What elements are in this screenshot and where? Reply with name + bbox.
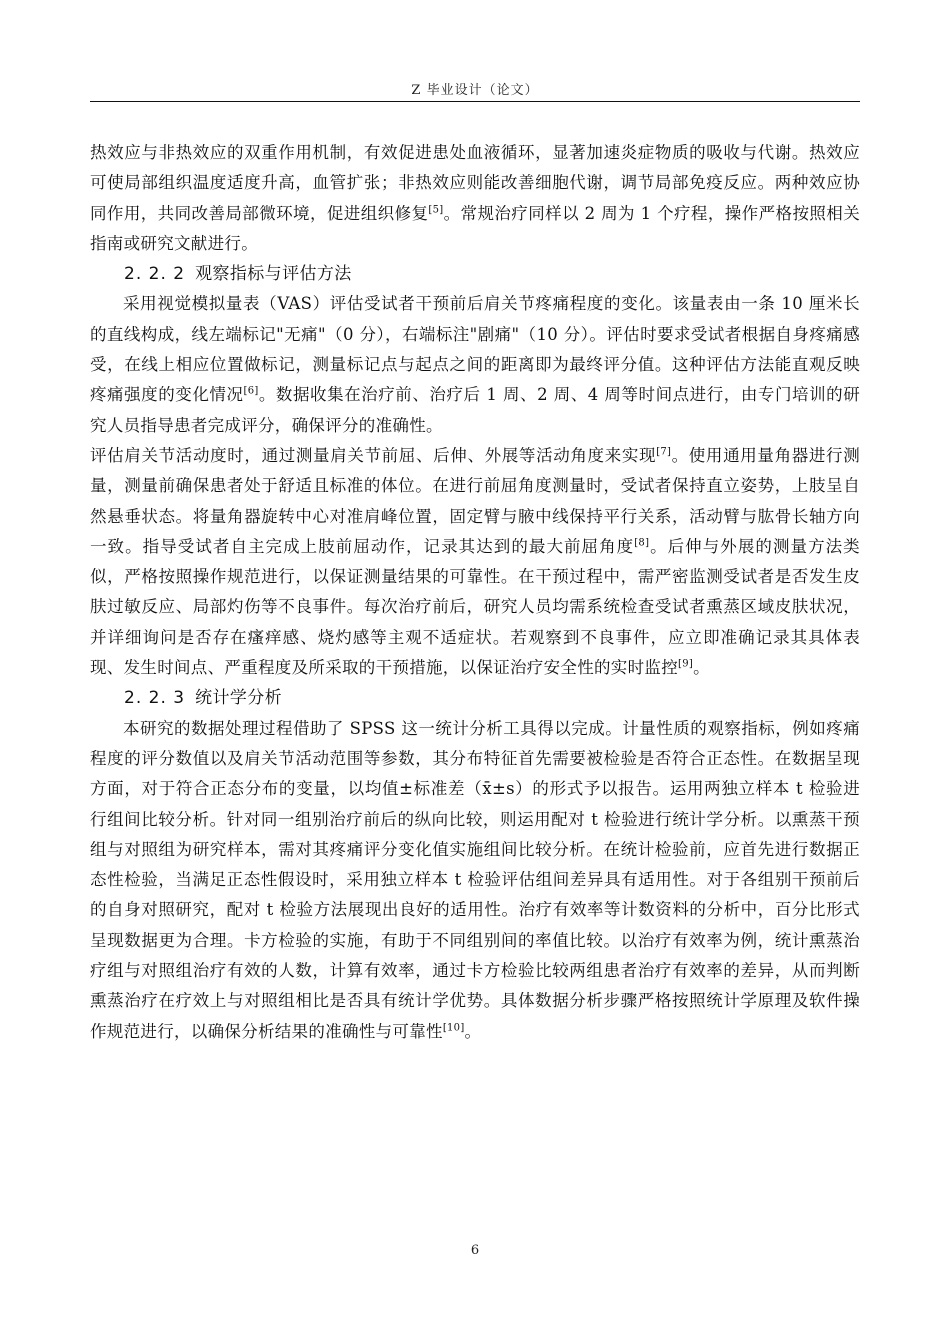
text-run: 。后伸与外展的测量方法类似，严格按照操作规范进行，以保证测量结果的可靠性。在干预过程中，需严密监测受试者是否发生皮肤过敏反应、局部灼伤等不良事件。每次治疗前后，研究人员均需系统检查受试者熏蒸区域皮肤状况，并详细询问是否存在瘙痒感、烧灼感等主观不适症状。若观察到不良事件，应立即准确记录其具体表现、发生时间点、严重程度及所采取的干预措施，以保证治疗安全性的实时监控 [90, 536, 860, 678]
text-run: 评估肩关节活动度时，通过测量肩关节前屈、后伸、外展等活动角度来实现 [90, 445, 657, 465]
section-heading-statistics [90, 683, 860, 713]
document-body [90, 138, 860, 1047]
paragraph-treatment-mechanism [90, 138, 860, 259]
text-run: 。使用通用量角器进行测量，测量前确保患者处于舒适且标准的体位。在进行前屈角度测量时，受试者保持直立姿势，上肢呈自然悬垂状态。将量角器旋转中心对准肩峰位置，固定臂与腋中线保持平行关系，活动臂与肱骨长轴方向一致。指导受试者自主完成上肢前屈动作，记录其达到的最大前屈角度 [90, 445, 860, 556]
citation-ref[interactable]: [10] [442, 1022, 465, 1034]
text-run: 采用视觉模拟量表（VAS）评估受试者干预前后肩关节疼痛程度的变化。该量表由一条 10 厘米长的直线构成，线左端标记"无痛"（0 分），右端标注"剧痛"（10 分）。评估时要求受试者根据自身疼痛感受，在线上相应位置做标记，测量标记点与起点之间的距离即为最终评分值。这种评估方法能直观反映疼痛强度的变化情况 [90, 294, 860, 405]
header-rule [90, 101, 860, 102]
citation-ref[interactable]: [7] [656, 446, 672, 458]
text-run: 本研究的数据处理过程借助了 SPSS 这一统计分析工具得以完成。计量性质的观察指标，例如疼痛程度的评分数值以及肩关节活动范围等参数，其分布特征首先需要被检验是否符合正态性。在数据呈现方面，对于符合正态分布的变量，以均值±标准差（x̄±s）的形式予以报告。运用两独立样本 t 检验进行组间比较分析。针对同一组别治疗前后的纵向比较，则运用配对 t 检验进行统计学分析。以熏蒸干预组与对照组为研究样本，需对其疼痛评分变化值实施组间比较分析。在统计检验前，应首先进行数据正态性检验，当满足正态性假设时，采用独立样本 t 检验评估组间差异具有适用性。对于各组别干预前后的自身对照研究，配对 t 检验方法展现出良好的适用性。治疗有效率等计数资料的分析中，百分比形式呈现数据更为合理。卡方检验的实施，有助于不同组别间的率值比较。以治疗有效率为例，统计熏蒸治疗组与对照组治疗有效的人数，计算有效率，通过卡方检验比较两组患者治疗有效率的差异，从而判断熏蒸治疗在疗效上与对照组相比是否具有统计学优势。具体数据分析步骤严格按照统计学原理及软件操作规范进行，以确保分析结果的准确性与可靠性 [90, 718, 860, 1041]
citation-ref[interactable]: [9] [678, 658, 694, 670]
section-heading-observation [90, 259, 860, 289]
citation-ref[interactable]: [8] [634, 537, 650, 549]
section-title: 统计学分析 [195, 688, 283, 709]
citation-ref[interactable]: [6] [243, 385, 259, 397]
text-run: 。常规治疗同样以 2 周为 1 个疗程，操作严格按照相关指南或研究文献进行。 [90, 203, 861, 253]
text-run: 。 [464, 1021, 482, 1041]
page-header: Z 毕业设计（论文） [411, 83, 539, 98]
text-run: 。数据收集在治疗前、治疗后 1 周、2 周、4 周等时间点进行，由专门培训的研究人员指导患者完成评分，确保评分的准确性。 [90, 385, 860, 435]
section-number: 2. 2. 2 [124, 264, 186, 285]
section-number: 2. 2. 3 [124, 688, 186, 709]
citation-ref[interactable]: [5] [428, 204, 444, 216]
paragraph-vas [90, 289, 860, 440]
section-title: 观察指标与评估方法 [195, 264, 352, 285]
text-run: 热效应与非热效应的双重作用机制，有效促进患处血液循环，显著加速炎症物质的吸收与代谢。热效应可使局部组织温度适度升高，血管扩张；非热效应则能改善细胞代谢，调节局部免疫反应。两种效应协同作用，共同改善局部微环境，促进组织修复 [90, 143, 860, 223]
text-run: 。 [693, 658, 710, 678]
paragraph-range-of-motion [90, 441, 860, 683]
page-number: 6 [470, 1243, 480, 1258]
paragraph-statistics [90, 714, 860, 1047]
